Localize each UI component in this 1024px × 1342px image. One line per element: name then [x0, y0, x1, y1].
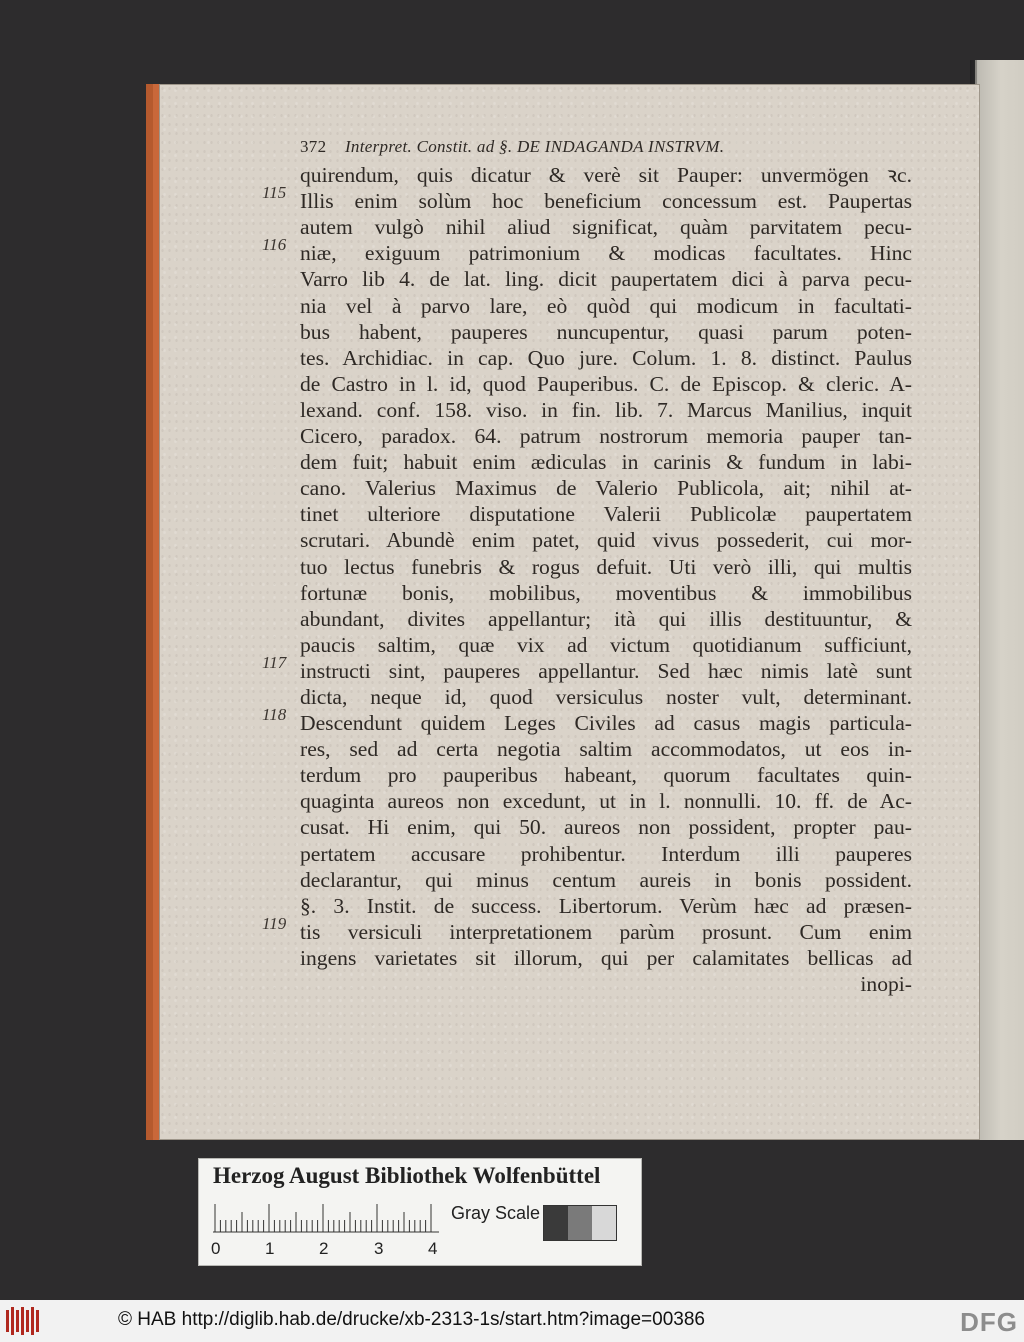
text-line: instructi sint, pauperes appellantur. Sed hæc nimis latè sunt: [300, 658, 912, 683]
scale-ruler: [213, 1203, 439, 1233]
text-line: nia vel à parvo lare, eò quòd qui modicum in facultati-: [300, 293, 912, 318]
body-text: [300, 162, 912, 997]
grayscale-label: Gray Scale: [451, 1203, 541, 1223]
margin-number: 119: [262, 913, 287, 933]
running-title: Interpret. Constit. ad §. DE INDAGANDA INSTRVM.: [344, 137, 725, 156]
margin-number: 117: [262, 652, 287, 672]
text-line: tinet ulteriore disputatione Valerii Publicolæ paupertatem: [300, 502, 912, 527]
text-line: scrutari. Abundè enim patet, quid vivus possederit, cui mor-: [300, 528, 912, 553]
text-line: quirendum, quis dicatur & verè sit Pauper: unvermögen ꝛc.: [300, 163, 912, 188]
text-line: bus habent, pauperes nuncupentur, quasi parum poten-: [300, 319, 912, 344]
running-head: [300, 134, 912, 160]
gray-swatch: [568, 1206, 592, 1240]
ruler-number: 1: [265, 1239, 275, 1258]
text-line: dem fuit; habuit enim ædiculas in carinis & fundum in labi-: [300, 450, 912, 475]
gray-swatch: [544, 1206, 568, 1240]
footer-credit-link[interactable]: © HAB http://diglib.hab.de/drucke/xb-2313-1s/start.htm?image=00386: [118, 1309, 705, 1330]
text-line: lexand. conf. 158. viso. in fin. lib. 7. Marcus Manilius, inquit: [300, 397, 912, 422]
adjacent-page-edge: [975, 60, 1024, 1140]
footer-bar: [0, 1300, 1024, 1342]
text-line: dicta, neque id, quod versiculus noster vult, determinant.: [300, 684, 912, 709]
text-line: pertatem accusare prohibentur. Interdum illi pauperes: [300, 841, 912, 866]
grayscale-bar: [543, 1205, 617, 1241]
text-line: de Castro in l. id, quod Pauperibus. C. de Episcop. & cleric. A-: [300, 371, 912, 396]
text-line: ingens varietates sit illorum, qui per calamitates bellicas ad: [300, 945, 912, 970]
page-number: 372: [300, 137, 327, 156]
text-line: quaginta aureos non excedunt, ut in l. nonnulli. 10. ff. de Ac-: [300, 789, 912, 814]
text-line: terdum pro pauperibus habeant, quorum facultates quin-: [300, 763, 912, 788]
text-line: Varro lib 4. de lat. ling. dicit paupertatem dici à parva pecu-: [300, 267, 912, 292]
hab-logo-icon: [4, 1304, 44, 1338]
gray-swatch: [592, 1206, 616, 1240]
text-line: abundant, divites appellantur; ità qui illis destituuntur, &: [300, 606, 912, 631]
library-name: Herzog August Bibliothek Wolfenbüttel: [213, 1163, 601, 1188]
text-line: niæ, exiguum patrimonium & modicas facultates. Hinc: [300, 241, 912, 266]
text-line: Illis enim solùm hoc beneficium concessum est. Paupertas: [300, 189, 912, 214]
text-line: tis versiculi interpretationem parùm prosunt. Cum enim: [300, 919, 912, 944]
ruler-number: 4: [428, 1239, 438, 1258]
margin-number: 118: [262, 705, 287, 725]
text-line: paucis saltim, quæ vix ad victum quotidianum sufficiunt,: [300, 632, 912, 657]
ruler-number: 2: [319, 1239, 329, 1258]
text-line: inopi-: [860, 972, 912, 996]
margin-number: 115: [262, 183, 287, 203]
text-line: res, sed ad certa negotia saltim accommodatos, ut eos in-: [300, 737, 912, 762]
text-line: declarantur, qui minus centum aureis in bonis possident.: [300, 867, 912, 892]
ruler-number: 3: [374, 1239, 384, 1258]
library-label-card: [198, 1158, 642, 1266]
ruler-number: 0: [211, 1239, 221, 1258]
text-line: cusat. Hi enim, qui 50. aureos non possident, propter pau-: [300, 815, 912, 840]
page-red-edge: [146, 84, 153, 1140]
text-line: Cicero, paradox. 64. patrum nostrorum memoria pauper tan-: [300, 424, 912, 449]
text-line: Descendunt quidem Leges Civiles ad casus magis particula-: [300, 711, 912, 736]
text-line: §. 3. Instit. de success. Libertorum. Verùm hæc ad præsen-: [300, 893, 912, 918]
text-line: fortunæ bonis, mobilibus, moventibus & immobilibus: [300, 580, 912, 605]
margin-number: 116: [262, 235, 287, 255]
text-line: cano. Valerius Maximus de Valerio Publicola, ait; nihil at-: [300, 476, 912, 501]
dfg-logo: DFG: [960, 1307, 1018, 1337]
text-line: tuo lectus funebris & rogus defuit. Uti verò illi, qui multis: [300, 554, 912, 579]
text-line: autem vulgò nihil aliud significat, quàm parvitatem pecu-: [300, 215, 912, 240]
page-text: [300, 134, 912, 997]
text-line: tes. Archidiac. in cap. Quo jure. Colum. 1. 8. distinct. Paulus: [300, 345, 912, 370]
